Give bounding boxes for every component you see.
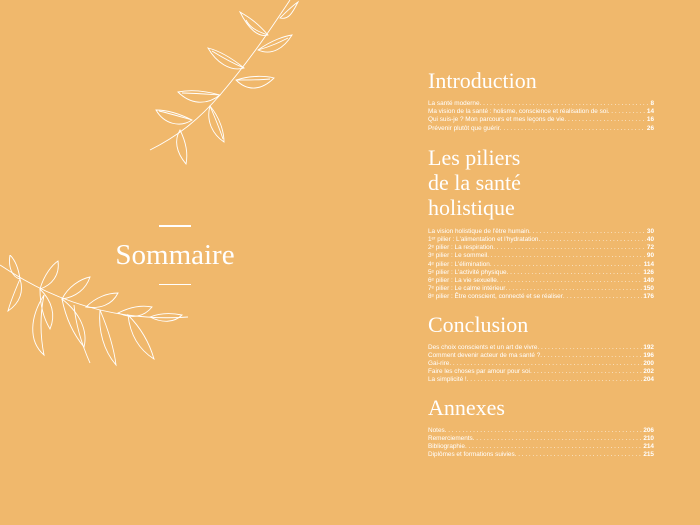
entry-page: 176 xyxy=(643,293,654,301)
section-heading: Conclusion xyxy=(428,311,529,337)
entry-title: La vision holistique de l'être humain xyxy=(428,227,530,235)
entry-title: 6ᵉ pilier : La vie sexuelle xyxy=(428,277,497,285)
title-block xyxy=(100,225,250,285)
entry-page: 14 xyxy=(646,108,654,116)
toc-entry[interactable] xyxy=(428,116,654,124)
toc-entry[interactable] xyxy=(428,125,654,133)
toc-entry[interactable] xyxy=(428,252,654,260)
entry-page: 202 xyxy=(643,368,654,376)
entry-title: Notes xyxy=(428,426,445,434)
toc-entry[interactable] xyxy=(428,427,654,435)
toc-entry[interactable] xyxy=(428,360,654,368)
entry-title: 3ᵉ pilier : Le sommeil xyxy=(428,252,488,260)
entry-page: 214 xyxy=(643,443,654,451)
entry-title: La santé moderne xyxy=(428,100,480,107)
entry-page: 72 xyxy=(646,244,654,252)
entry-title: Diplômes et formations suivies xyxy=(428,451,515,459)
entry-title: 1ᵉʳ pilier : L'alimentation et l'hydratation xyxy=(428,236,539,244)
toc-entry[interactable] xyxy=(428,261,654,269)
entry-title: Prévenir plutôt que guérir xyxy=(428,124,500,132)
entry-page: 26 xyxy=(646,124,654,132)
entry-title: Des choix conscients et un art de vivre xyxy=(428,343,538,351)
entry-page: 210 xyxy=(643,434,654,442)
entry-title: La simplicité ! xyxy=(428,376,467,384)
entry-page: 206 xyxy=(643,426,654,434)
entry-title: 8ᵉ pilier : Être conscient, connecté et se réaliser xyxy=(428,293,563,301)
toc-entry[interactable] xyxy=(428,435,654,443)
page-title: Sommaire xyxy=(115,238,235,271)
entry-page: 30 xyxy=(646,227,654,235)
toc-entry[interactable] xyxy=(428,376,654,384)
entry-page: 8 xyxy=(650,100,654,107)
section-annexes xyxy=(428,394,654,460)
entry-page: 126 xyxy=(643,268,654,276)
entry-title: 2ᵉ pilier : La respiration xyxy=(428,244,494,252)
section-heading-line: holistique xyxy=(428,194,515,220)
entry-page: 16 xyxy=(646,116,654,124)
entry-page: 114 xyxy=(643,260,654,268)
toc-entry[interactable] xyxy=(428,277,654,285)
entry-page: 90 xyxy=(646,252,654,260)
entry-page: 40 xyxy=(646,236,654,244)
entry-title: Faire les choses par amour pour soi xyxy=(428,368,530,376)
table-of-contents xyxy=(428,70,654,471)
toc-entry[interactable] xyxy=(428,443,654,451)
toc-entry[interactable] xyxy=(428,269,654,277)
entry-title: Bibliographie xyxy=(428,443,465,451)
section-introduction xyxy=(428,70,654,133)
entry-title: Ma vision de la santé : holisme, conscience et réalisation de soi xyxy=(428,108,608,116)
leaf-branch-top-icon xyxy=(140,0,300,170)
toc-entry[interactable] xyxy=(428,352,654,360)
entry-page: 204 xyxy=(643,376,654,384)
section-heading-line: de la santé xyxy=(428,169,521,195)
toc-entry[interactable] xyxy=(428,368,654,376)
toc-entry[interactable] xyxy=(428,228,654,236)
entry-title: 4ᵉ pilier : L'élimination xyxy=(428,260,490,268)
toc-entry[interactable] xyxy=(428,108,654,116)
entry-title: Remerciements xyxy=(428,434,473,442)
section-piliers xyxy=(428,145,654,302)
section-conclusion xyxy=(428,311,654,385)
entry-page: 150 xyxy=(643,285,654,293)
entry-title: 5ᵉ pilier : L'activité physique xyxy=(428,268,507,276)
title-rule-top xyxy=(159,225,191,227)
toc-entry[interactable] xyxy=(428,344,654,352)
toc-entry[interactable] xyxy=(428,100,654,108)
toc-entry[interactable] xyxy=(428,236,654,244)
title-rule-bottom xyxy=(159,284,191,286)
entry-title: Gai-rire xyxy=(428,360,450,368)
entry-page: 192 xyxy=(643,343,654,351)
section-heading: Annexes xyxy=(428,394,505,420)
entry-page: 140 xyxy=(643,277,654,285)
entry-title: 7ᵉ pilier : Le calme intérieur xyxy=(428,285,506,293)
toc-entry[interactable] xyxy=(428,244,654,252)
section-heading-line: Les piliers xyxy=(428,144,521,170)
entry-title: Qui suis-je ? Mon parcours et mes leçons de vie xyxy=(428,116,565,124)
entry-page: 200 xyxy=(643,360,654,368)
entry-title: Comment devenir acteur de ma santé ? xyxy=(428,351,541,359)
entry-page: 196 xyxy=(643,351,654,359)
toc-entry[interactable] xyxy=(428,293,654,301)
entry-page: 215 xyxy=(643,451,654,459)
section-heading xyxy=(428,145,654,220)
section-heading: Introduction xyxy=(428,68,537,93)
toc-entry[interactable] xyxy=(428,451,654,459)
